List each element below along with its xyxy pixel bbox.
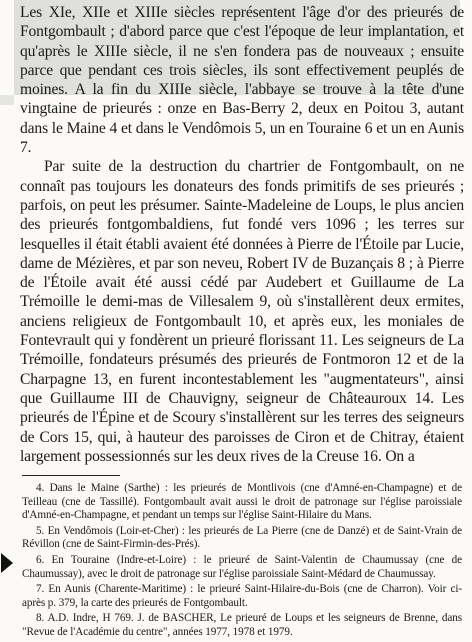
- paragraph-2: Par suite de la destruction du chartrier de Fontgombault, on ne connaît pas toujours les donateurs des fonds primitifs de ses prieurés ; parfois, on peut les présumer. Sainte-Madeleine de Loups, le plus ancien des prieurés fontgombaldiens, fut fondé vers 1096 ; les terres sur lesquelles il était établi avaient été données à Pierre de l'Étoile par Lucie, dame de Mézières, et par son neveu, Robert IV de Buzançais 8 ; à Pierre de l'Étoile avait été aussi cédé par Audebert et Guillaume de La Trémoille le demi-mas de Villesalem 9, où s'installèrent deux ermites, anciens religieux de Fontgombault 10, et après eux, les moniales de Fontevrault qui y fondèrent un prieuré florissant 11. Les seigneurs de La Trémoille, fondateurs présumés des prieurés de Fontmoron 12 et de la Charpagne 13, en furent incontestablement les "augmentateurs", ainsi que Guillaume III de Chauvigny, seigneur de Châteauroux 14. Les prieurés de l'Épine et de Scoury s'installèrent sur les terres des seigneurs de Cors 15, qui, à hauteur des paroisses de Ciron et de Chitray, étaient largement possessionnés sur les deux rives de la Creuse 16. On a: [20, 158, 464, 465]
- footnote-6: 6. En Touraine (Indre-et-Loire) : le prieuré de Saint-Valentin de Chaumussay (cne de Chaumussay), avec le droit de patronage sur l'église paroissiale Saint-Médard de Chaumussay.: [22, 553, 462, 580]
- main-text: [20, 3, 464, 466]
- pointer-arrow-icon: [0, 551, 14, 575]
- footnote-4: 4. Dans le Maine (Sarthe) : les prieurés de Montlivois (cne d'Amné-en-Champagne) et de Teilleau (cne de Tassillé). Fontgombault avait aussi le droit de patronage sur l'église paroissiale d'Amné-en-Champagne, et pendant un temps sur l'église Saint-Hilaire du Mans.: [22, 482, 462, 522]
- footnote-7: 7. En Aunis (Charente-Maritime) : le prieuré Saint-Hilaire-du-Bois (cne de Charron). Voir ci-après p. 379, la carte des prieurés de Fontgombault.: [22, 583, 462, 609]
- highlight-edge: [0, 95, 14, 105]
- footnote-5: 5. En Vendômois (Loir-et-Cher) : les prieurés de La Pierre (cne de Danzé) et de Saint-Vrain de Révillon (cne de Saint-Firmin-des-Prés).: [22, 524, 462, 551]
- footnote-divider: [22, 475, 120, 476]
- footnote-8: 8. A.D. Indre, H 769. J. de BASCHER, Le prieuré de Loups et les seigneurs de Brenne, dans "Revue de l'Académie du centre", années 1977, 1978 et 1979.: [22, 612, 462, 638]
- footnotes: [22, 482, 462, 642]
- paragraph-1: Les XIe, XIIe et XIIIe siècles représentent l'âge d'or des prieurés de Fontgombault ; d'abord parce que c'est l'époque de leur implantation, et qu'après le XIIIe siècle, il ne s'en fondera pas de nouveaux ; ensuite parce que pendant ces trois siècles, ils sont effectivement peuplés de moines. A la fin du XIIIe siècle, l'abbaye se trouve à la tête d'une vingtaine de prieurés : onze en Bas-Berry 2, deux en Poitou 3, autant dans le Maine 4 et dans le Vendômois 5, un en Touraine 6 et un en Aunis 7.: [20, 4, 464, 157]
